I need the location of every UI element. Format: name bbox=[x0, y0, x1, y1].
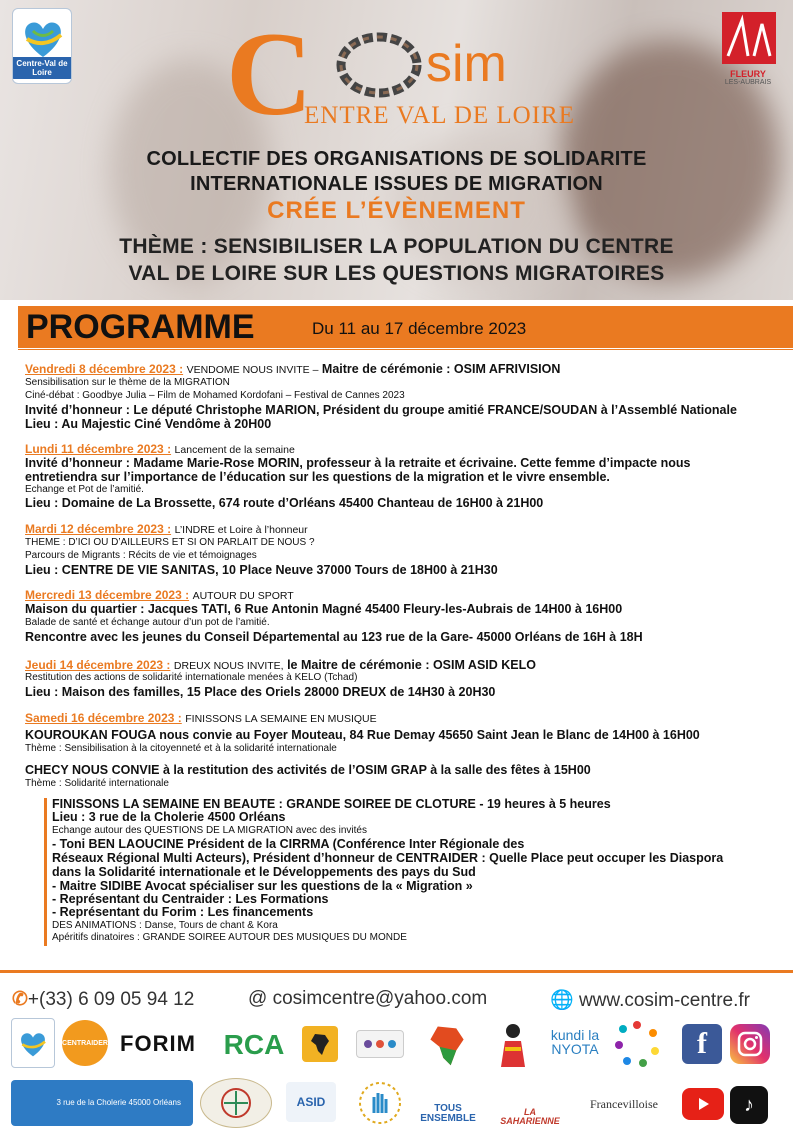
footer-divider bbox=[0, 970, 793, 973]
event-date: Vendredi 8 décembre 2023 : bbox=[25, 362, 184, 376]
title-line-1: COLLECTIF DES ORGANISATIONS DE SOLIDARITE bbox=[146, 148, 647, 170]
phone-number: +(33) 6 09 05 94 12 bbox=[27, 989, 195, 1010]
event-line: entretiendra sur l’importance de l’éducation sur les questions de la migration et le vivre ensemble. bbox=[25, 470, 610, 484]
network-icon bbox=[360, 1035, 400, 1053]
event-line: Thème : Solidarité internationale bbox=[25, 778, 169, 789]
kundi-logo: kundi la NYOTA bbox=[550, 1027, 600, 1057]
footer-email[interactable]: @ cosimcentre@yahoo.com bbox=[248, 988, 488, 1009]
fleury-logo-text: FLEURY bbox=[730, 69, 766, 79]
soiree-line: Echange autour des QUESTIONS DE LA MIGRATION avec des invités bbox=[52, 825, 367, 836]
event-date: Mardi 12 décembre 2023 : bbox=[25, 522, 172, 536]
soiree-line: Réseaux Régional Multi Acteurs), Président d’honneur de CENTRAIDER : Quelle Place peut occuper les Diaspora bbox=[52, 851, 724, 865]
footer-website[interactable] bbox=[550, 988, 750, 1012]
region-logo-text: Centre-Val de Loire bbox=[13, 57, 71, 79]
event-intro: VENDOME NOUS INVITE – bbox=[186, 364, 319, 376]
orleans-venue-banner: 3 rue de la Cholerie 45000 Orléans bbox=[11, 1080, 193, 1126]
event-location: Lieu : CENTRE DE VIE SANITAS, 10 Place Neuve 37000 Tours de 18H00 à 21H30 bbox=[25, 563, 498, 577]
globe-icon: 🌐 bbox=[550, 990, 574, 1011]
facebook-icon[interactable]: f bbox=[682, 1024, 722, 1064]
phone-icon: ✆ bbox=[12, 989, 28, 1010]
cree-evenement: CRÉE L’ÉVÈNEMENT bbox=[267, 197, 526, 224]
event-line: Restitution des actions de solidarité internationale menées à KELO (Tchad) bbox=[25, 672, 358, 683]
soiree-line: - Toni BEN LAOUCINE Président de la CIRRMA (Conférence Inter Régionale des bbox=[52, 837, 525, 851]
brand-letter-c: C bbox=[226, 7, 313, 140]
region-heart-small-icon bbox=[13, 1021, 53, 1065]
circle-people-logo bbox=[612, 1018, 662, 1068]
fleury-logo bbox=[714, 8, 782, 84]
hand-icon bbox=[358, 1081, 402, 1125]
soiree-location: Lieu : 3 rue de la Cholerie 4500 Orléans bbox=[52, 810, 286, 824]
event-samedi-header bbox=[25, 711, 790, 726]
event-intro-bold: Maitre de cérémonie : OSIM AFRIVISION bbox=[321, 362, 561, 376]
africa-color-logo bbox=[420, 1020, 474, 1070]
francevilloise-logo: Francevilloise bbox=[590, 1097, 658, 1111]
event-intro: FINISSONS LA SEMAINE EN MUSIQUE bbox=[185, 713, 377, 725]
event-line: KOUROUKAN FOUGA nous convie au Foyer Mouteau, 84 Rue Demay 45650 Saint Jean le Blanc de 14H00 à 16H00 bbox=[25, 728, 700, 742]
event-intro: L’INDRE et Loire à l’honneur bbox=[174, 524, 308, 536]
soiree-line: - Maitre SIDIBE Avocat spécialiser sur les questions de la « Migration » bbox=[52, 879, 473, 893]
event-jeudi-header bbox=[25, 658, 790, 673]
programme-title: PROGRAMME bbox=[26, 308, 255, 346]
event-mardi-header bbox=[25, 522, 790, 537]
programme-banner bbox=[18, 306, 793, 348]
event-line: Invité d’honneur : Le député Christophe MARION, Président du groupe amitié FRANCE/SOUDAN à l’Assemblé Nationale bbox=[25, 403, 737, 417]
africa-map-icon bbox=[307, 1031, 333, 1057]
event-date: Jeudi 14 décembre 2023 : bbox=[25, 658, 171, 672]
event-line: Maison du quartier : Jacques TATI, 6 Rue Antonin Magné 45400 Fleury-les-Aubrais de 14H00 à 16H00 bbox=[25, 602, 623, 616]
fleury-logo-sub: LES-AUBRAIS bbox=[724, 79, 772, 86]
soiree-line: FINISSONS LA SEMAINE EN BEAUTE : GRANDE SOIREE DE CLOTURE - 19 heures à 5 heures bbox=[52, 797, 611, 811]
event-vendredi-header bbox=[25, 362, 790, 377]
instagram-icon[interactable] bbox=[730, 1024, 770, 1064]
youtube-icon[interactable] bbox=[682, 1088, 724, 1120]
paroles-actes-logo bbox=[352, 1078, 408, 1128]
event-lundi-header bbox=[25, 442, 790, 457]
africa-logo bbox=[302, 1026, 338, 1062]
people-circle-icon bbox=[613, 1019, 661, 1067]
partner-logo-network bbox=[356, 1030, 404, 1058]
event-line: Invité d’honneur : Madame Marie-Rose MORIN, professeur à la retraite et écrivaine. Cette femme d’impacte nous bbox=[25, 456, 691, 470]
fleury-flag-icon bbox=[714, 8, 782, 66]
kouroukan-emblem-icon bbox=[219, 1086, 253, 1120]
event-date: Samedi 16 décembre 2023 : bbox=[25, 711, 182, 725]
region-logo-small bbox=[11, 1018, 55, 1068]
cosim-brand-logo bbox=[226, 7, 576, 140]
event-line: Ciné-débat : Goodbye Julia – Film de Mohamed Kordofani – Festival de Cannes 2023 bbox=[25, 390, 405, 401]
event-line: Sensibilisation sur le thème de la MIGRATION bbox=[25, 377, 230, 388]
region-centre-val-de-loire-logo bbox=[12, 8, 72, 84]
figure-icon bbox=[493, 1019, 533, 1069]
soiree-line: - Représentant du Centraider : Les Formations bbox=[52, 892, 329, 906]
tous-ensemble-logo: TOUS ENSEMBLE bbox=[420, 1103, 476, 1124]
hands-circle-icon bbox=[334, 30, 424, 100]
instagram-glyph-icon bbox=[736, 1030, 764, 1058]
diatouba-logo bbox=[490, 1018, 536, 1070]
event-line: Echange et Pot de l’amitié. bbox=[25, 484, 144, 495]
soiree-accent-bar bbox=[44, 798, 47, 946]
theme-line-2: VAL DE LOIRE SUR LES QUESTIONS MIGRATOIRES bbox=[128, 262, 665, 285]
soiree-line: dans la Solidarité internationale et le Développements des pays du Sud bbox=[52, 865, 476, 879]
event-intro: AUTOUR DU SPORT bbox=[192, 590, 294, 602]
event-location: Lieu : Domaine de La Brossette, 674 route d’Orléans 45400 Chanteau de 16H00 à 21H00 bbox=[25, 496, 544, 510]
forim-logo: FORIM bbox=[120, 1031, 196, 1056]
tiktok-icon[interactable]: ♪ bbox=[730, 1086, 768, 1124]
programme-dates: Du 11 au 17 décembre 2023 bbox=[312, 319, 527, 338]
brand-entre-val-de-loire: ENTRE VAL DE LOIRE bbox=[304, 102, 575, 129]
event-intro: Lancement de la semaine bbox=[174, 444, 295, 456]
event-location: Lieu : Au Majestic Ciné Vendôme à 20H00 bbox=[25, 417, 272, 431]
event-line: THEME : D’ICI OU D’AILLEURS ET SI ON PARLAIT DE NOUS ? bbox=[25, 537, 315, 548]
footer-phone[interactable] bbox=[12, 988, 194, 1011]
website-url: www.cosim-centre.fr bbox=[578, 990, 750, 1011]
event-date: Lundi 11 décembre 2023 : bbox=[25, 442, 172, 456]
event-intro: DREUX NOUS INVITE, bbox=[173, 660, 284, 672]
play-icon bbox=[695, 1096, 711, 1112]
soiree-line: DES ANIMATIONS : Danse, Tours de chant & Kora bbox=[52, 920, 278, 931]
event-line: Thème : Sensibilisation à la citoyenneté et à la solidarité internationale bbox=[25, 743, 337, 754]
soiree-line: - Représentant du Forim : Les financements bbox=[52, 905, 314, 919]
saharienne-logo: LA SAHARIENNE bbox=[500, 1107, 560, 1126]
event-intro-bold: le Maitre de cérémonie : OSIM ASID KELO bbox=[287, 658, 536, 672]
event-line: Balade de santé et échange autour d’un pot de l’amitié. bbox=[25, 617, 270, 628]
centraider-logo: CENTRAIDER bbox=[62, 1020, 108, 1066]
kouroukan-logo bbox=[200, 1078, 272, 1128]
event-line: Parcours de Migrants : Récits de vie et témoignages bbox=[25, 550, 257, 561]
asid-logo: ASID bbox=[286, 1082, 336, 1122]
event-location: Lieu : Maison des familles, 15 Place des Oriels 28000 DREUX de 14H30 à 20H30 bbox=[25, 685, 496, 699]
rca-logo: RCA bbox=[223, 1029, 285, 1060]
title-line-2: INTERNATIONALE ISSUES DE MIGRATION bbox=[190, 173, 603, 195]
soiree-line: Apéritifs dinatoires : GRANDE SOIREE AUTOUR DES MUSIQUES DU MONDE bbox=[52, 932, 407, 943]
brand-sim: sim bbox=[426, 35, 507, 93]
programme-underline bbox=[18, 349, 793, 350]
event-date: Mercredi 13 décembre 2023 : bbox=[25, 588, 190, 602]
event-line: CHECY NOUS CONVIE à la restitution des activités de l’OSIM GRAP à la salle des fêtes à 15H00 bbox=[25, 763, 591, 777]
africa-color-icon bbox=[422, 1021, 472, 1069]
event-line: Rencontre avec les jeunes du Conseil Départemental au 123 rue de la Gare- 45000 Orléans de 16H à 18H bbox=[25, 630, 643, 644]
theme-line-1: THÈME : SENSIBILISER LA POPULATION DU CENTRE bbox=[119, 235, 674, 258]
event-mercredi-header bbox=[25, 588, 790, 603]
